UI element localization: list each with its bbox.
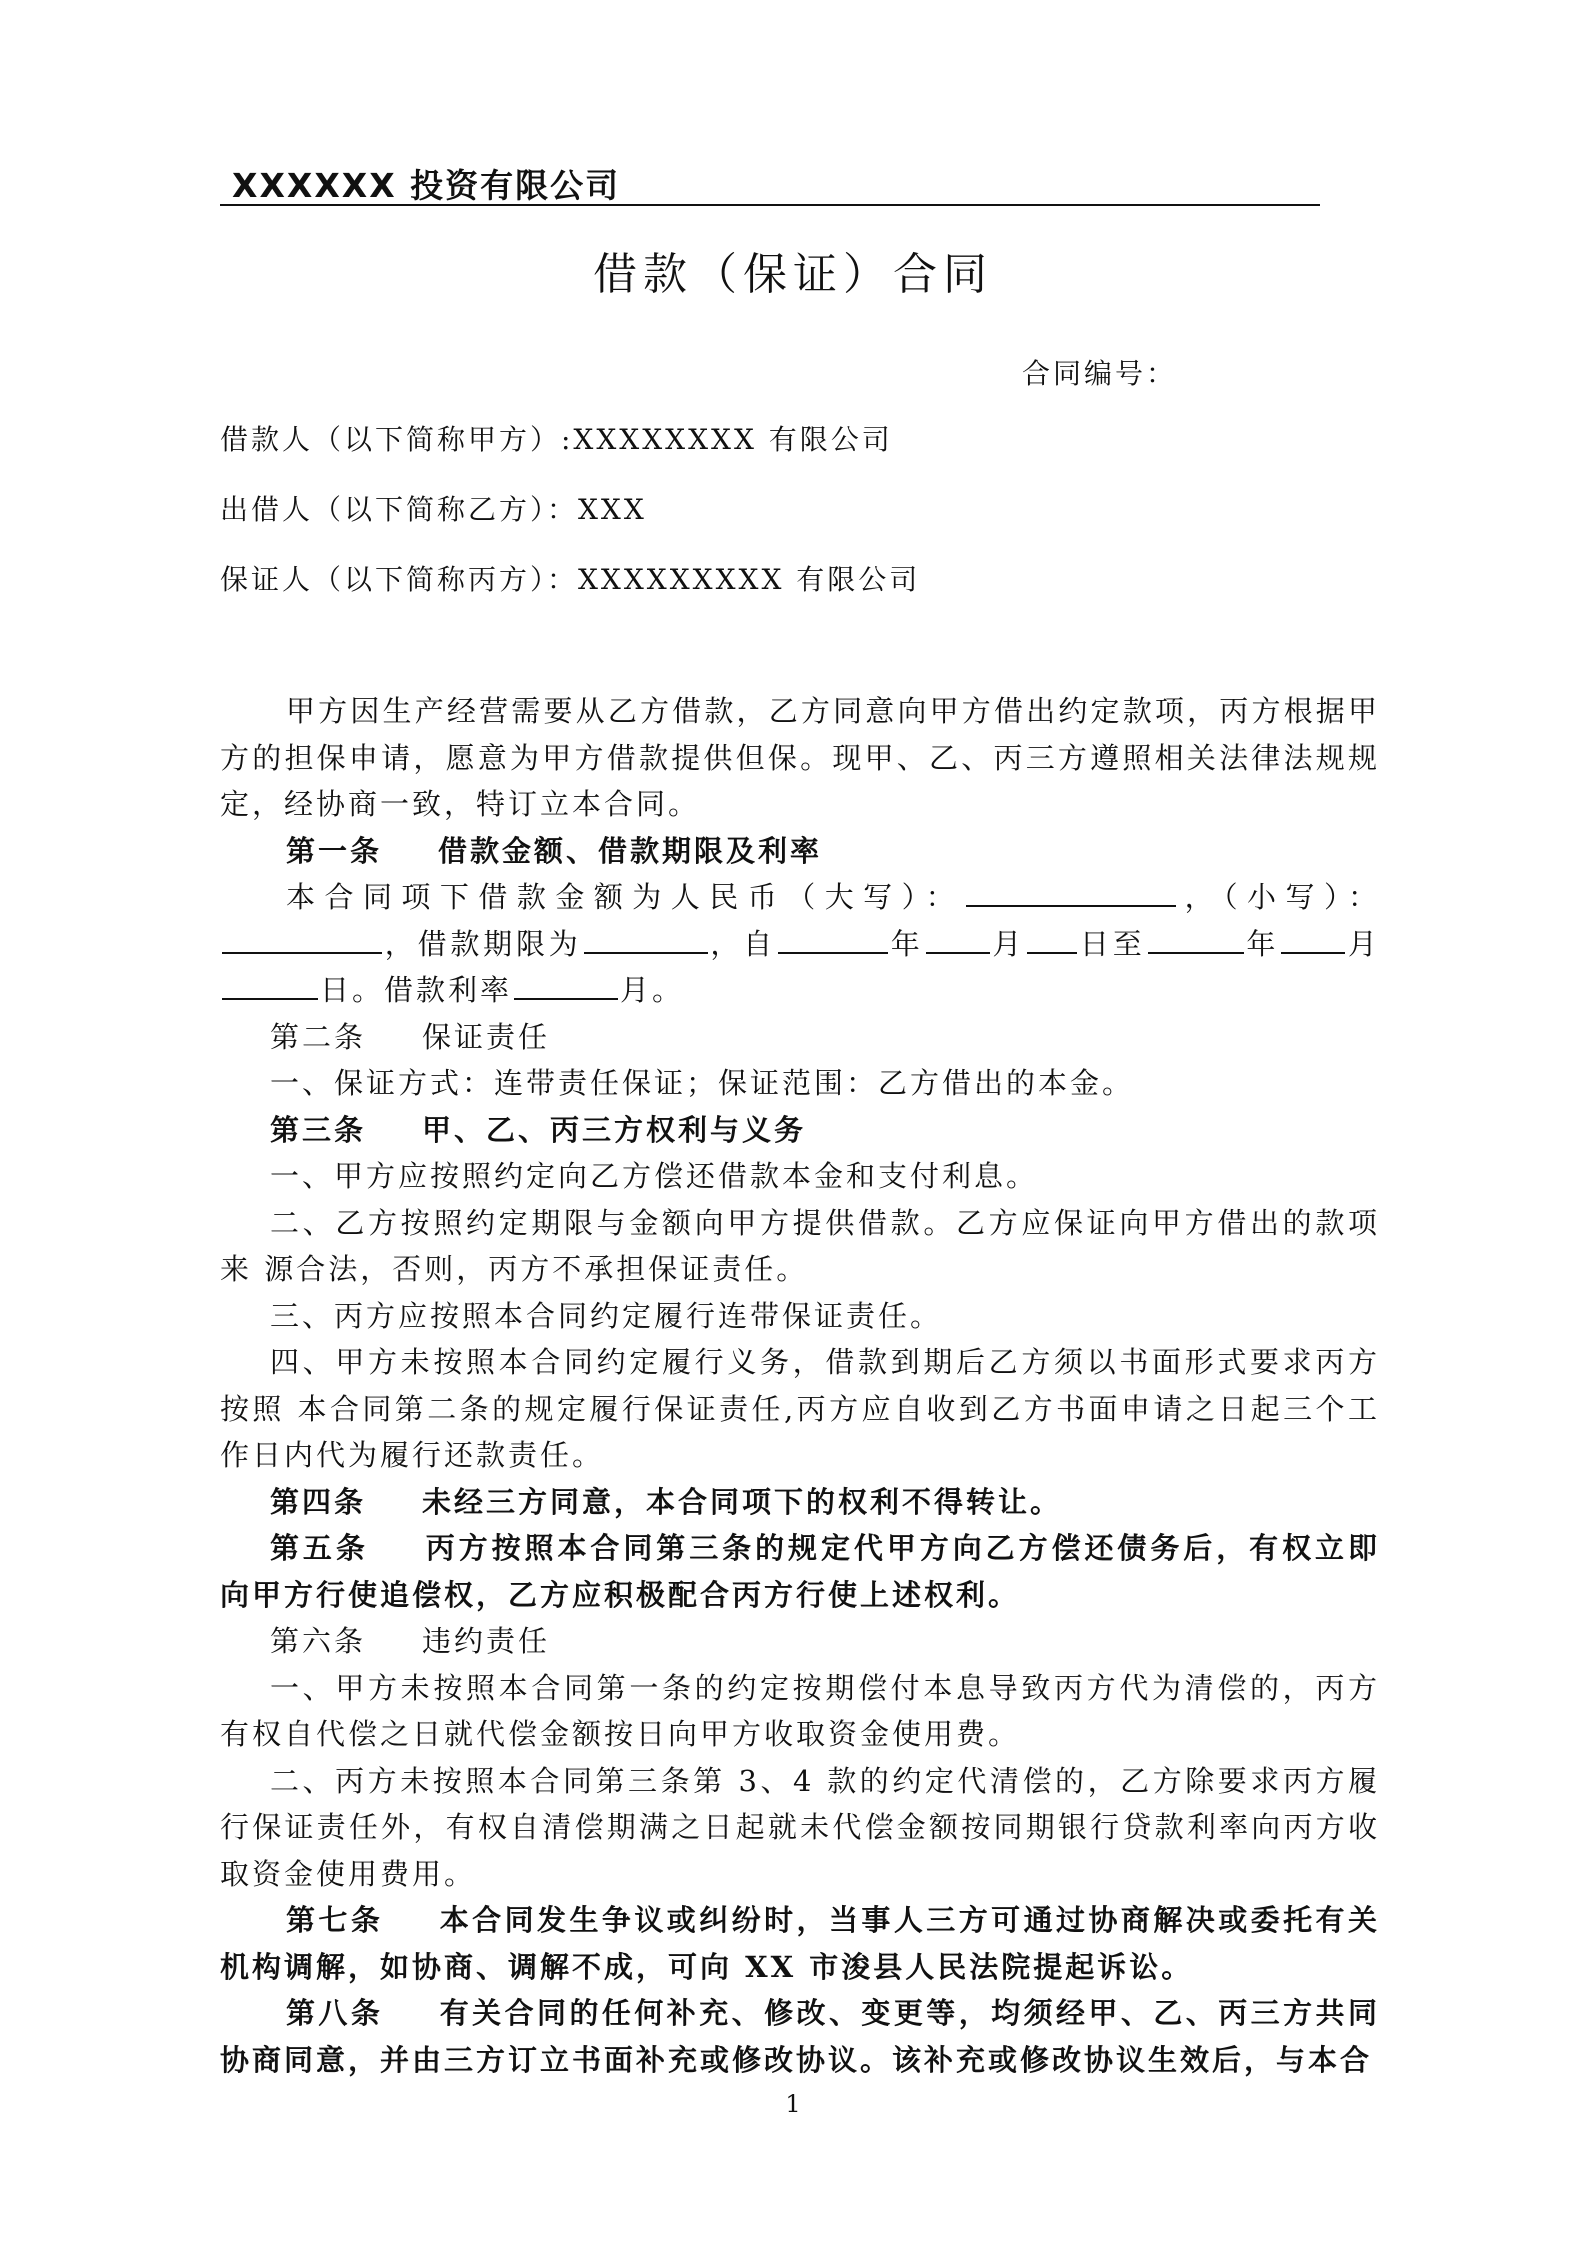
party-lender: 出借人（以下简称乙方）：XXX <box>220 493 647 526</box>
article-8-label: 第八条 <box>286 1996 384 2030</box>
party-borrower: 借款人（以下简称甲方）:XXXXXXXX 有限公司 <box>220 423 893 456</box>
article-7-paragraph <box>220 1897 1380 1990</box>
article-1-paragraph <box>220 874 1380 1014</box>
article-3-paragraph-4: 四、甲方未按照本合同约定履行义务，借款到期后乙方须以书面形式要求丙方按照 本合同第二条的规定履行保证责任,丙方应自收到乙方书面申请之日起三个工作日内代为履行还款责任。 <box>220 1345 1380 1472</box>
article-6-title: 违约责任 <box>422 1624 551 1658</box>
start-month-blank[interactable] <box>926 951 990 954</box>
article-2-paragraph-1: 一、保证方式：连带责任保证；保证范围：乙方借出的本金。 <box>270 1066 1135 1100</box>
a1-text-11: 月。 <box>620 973 685 1007</box>
article-6-paragraph-2: 二、丙方未按照本合同第三条第 3、4 款的约定代清偿的，乙方除要求丙方履行保证责任外，有权自清偿期满之日起就未代偿金额按同期银行贷款利率向丙方收取资金使用费用。 <box>220 1763 1380 1891</box>
a1-text-3: ，借款期限为 <box>384 926 582 961</box>
article-1-label: 第一条 <box>286 833 383 868</box>
header-rule <box>220 204 1320 206</box>
preamble-paragraph: 甲方因生产经营需要从乙方借款，乙方同意向甲方借出约定款项，丙方根据甲方的担保申请，愿意为甲方借款提供但保。现甲、乙、丙三方遵照相关法律法规规定，经协商一致，特订立本合同。 <box>220 694 1380 821</box>
loan-term-blank[interactable] <box>584 951 708 954</box>
contract-number-label: 合同编号： <box>1022 357 1178 390</box>
amount-words-blank[interactable] <box>966 904 1176 907</box>
article-5-paragraph <box>220 1525 1380 1618</box>
start-day-blank[interactable] <box>1027 951 1077 954</box>
article-3-paragraph-2: 二、乙方按照约定期限与金额向甲方提供借款。乙方应保证向甲方借出的款项来 源合法，否则，丙方不承担保证责任。 <box>220 1205 1380 1286</box>
end-day-blank[interactable] <box>222 997 318 1000</box>
page-number: 1 <box>785 2090 801 2118</box>
amount-figures-blank[interactable] <box>222 951 382 954</box>
article-4-paragraph <box>220 1479 1380 1526</box>
article-1-title: 借款金额、借款期限及利率 <box>438 833 823 868</box>
end-year-blank[interactable] <box>1148 951 1244 954</box>
article-2-label: 第二条 <box>270 1019 367 1054</box>
article-6-paragraph-1: 一、甲方未按照本合同第一条的约定按期偿付本息导致丙方代为清偿的，丙方有权自代偿之日就代偿金额按日向甲方收取资金使用费。 <box>220 1670 1380 1751</box>
start-year-blank[interactable] <box>778 951 888 954</box>
article-3-paragraph-1: 一、甲方应按照约定向乙方偿还借款本金和支付利息。 <box>270 1159 1039 1193</box>
article-3-title: 甲、乙、丙三方权利与义务 <box>422 1112 807 1147</box>
article-6-heading <box>220 1618 1380 1665</box>
a1-text-8: 年 <box>1245 926 1280 961</box>
party-guarantor: 保证人（以下简称丙方）：XXXXXXXXX 有限公司 <box>220 563 921 596</box>
article-7-text: 本合同发生争议或纠纷时，当事人三方可通过协商解决或委托有关机构调解，如协商、调解不成，可向 XX 市浚县人民法院提起诉讼。 <box>220 1903 1380 1984</box>
article-7-label: 第七条 <box>286 1903 384 1937</box>
contract-body <box>220 688 1380 2083</box>
company-header: XXXXXX 投资有限公司 <box>232 166 621 205</box>
a1-text-9: 月 <box>1347 926 1380 961</box>
a1-text-5: 年 <box>889 926 924 961</box>
article-2-title: 保证责任 <box>422 1019 551 1054</box>
a1-text-4: ，自 <box>709 926 776 961</box>
article-4-text: 未经三方同意，本合同项下的权利不得转让。 <box>422 1484 1063 1519</box>
article-3-heading <box>220 1107 1380 1154</box>
article-4-label: 第四条 <box>270 1484 367 1519</box>
article-5-text: 丙方按照本合同第三条的规定代甲方向乙方偿还债务后，有权立即向甲方行使追偿权，乙方应积极配合丙方行使上述权利。 <box>220 1531 1380 1612</box>
article-3-label: 第三条 <box>270 1112 367 1147</box>
a1-text-10: 日。借款利率 <box>320 973 513 1007</box>
article-3-paragraph-3: 三、丙方应按照本合同约定履行连带保证责任。 <box>270 1298 943 1333</box>
a1-text-6: 月 <box>991 926 1026 961</box>
article-8-paragraph <box>220 1990 1380 2083</box>
a1-text-1: 本合同项下借款金额为人民币（大写）： <box>286 880 965 914</box>
article-5-label: 第五条 <box>270 1531 369 1565</box>
article-1-heading <box>220 828 1380 875</box>
a1-text-2: ，（小写）： <box>1178 880 1380 914</box>
a1-text-7: 日至 <box>1079 926 1146 961</box>
document-title: 借款（保证）合同 <box>593 249 993 300</box>
end-month-blank[interactable] <box>1281 951 1345 954</box>
article-2-heading <box>220 1014 1380 1061</box>
article-8-text: 有关合同的任何补充、修改、变更等，均须经甲、乙、丙三方共同协商同意，并由三方订立书面补充或修改协议。该补充或修改协议生效后，与本合 <box>220 1996 1380 2077</box>
article-6-label: 第六条 <box>270 1624 367 1658</box>
interest-rate-blank[interactable] <box>514 997 618 1000</box>
